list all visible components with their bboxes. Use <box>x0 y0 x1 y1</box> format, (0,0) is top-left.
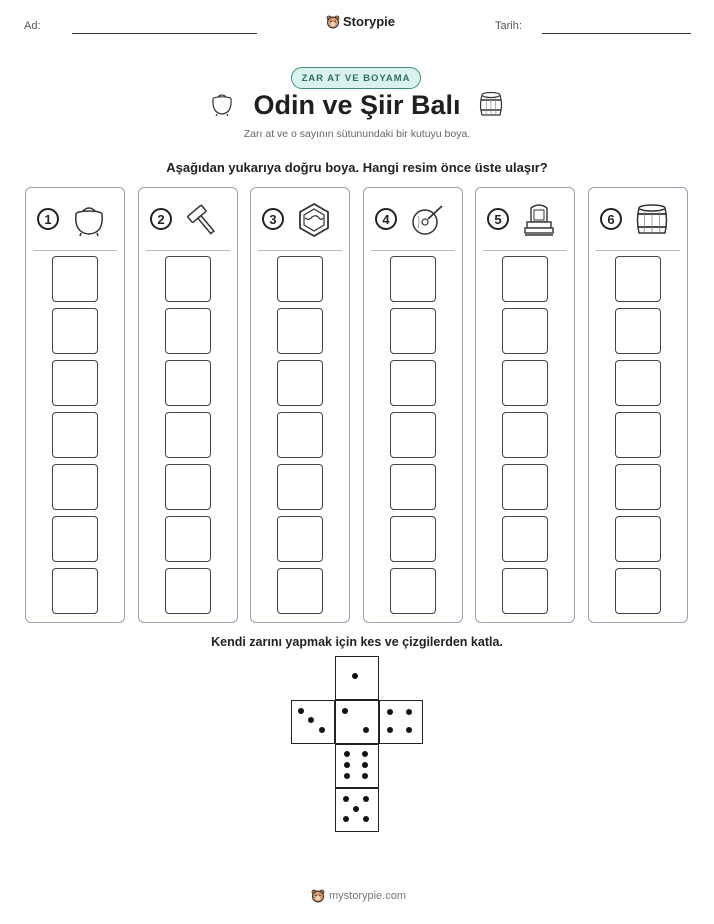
color-box[interactable] <box>277 516 323 562</box>
die-pip <box>344 773 350 779</box>
bear-icon <box>311 889 325 903</box>
color-box[interactable] <box>390 516 436 562</box>
name-write-line[interactable] <box>72 33 257 34</box>
column-number: 3 <box>262 208 284 230</box>
color-box[interactable] <box>502 360 548 406</box>
activity-badge: ZAR AT VE BOYAMA <box>291 67 421 89</box>
column-3 <box>250 187 350 623</box>
color-box[interactable] <box>390 360 436 406</box>
honey-hexagon-icon <box>297 202 331 238</box>
color-box[interactable] <box>165 308 211 354</box>
name-label: Ad: <box>24 20 41 32</box>
color-box[interactable] <box>165 412 211 458</box>
color-box[interactable] <box>502 412 548 458</box>
color-box[interactable] <box>165 256 211 302</box>
die-pip <box>362 751 368 757</box>
color-box[interactable] <box>615 256 661 302</box>
die-face-5 <box>335 788 379 832</box>
die-pip <box>363 816 369 822</box>
color-box[interactable] <box>502 308 548 354</box>
date-label: Tarih: <box>495 20 522 32</box>
column-4 <box>363 187 463 623</box>
die-pip <box>344 751 350 757</box>
footer <box>311 889 406 903</box>
color-box[interactable] <box>165 360 211 406</box>
color-box[interactable] <box>615 464 661 510</box>
column-1 <box>25 187 125 623</box>
column-divider <box>33 250 117 251</box>
die-pip <box>387 709 393 715</box>
color-box[interactable] <box>502 568 548 614</box>
column-divider <box>371 250 455 251</box>
throne-icon <box>522 202 556 238</box>
color-box[interactable] <box>615 516 661 562</box>
color-box[interactable] <box>390 464 436 510</box>
die-pip <box>343 816 349 822</box>
color-box[interactable] <box>52 308 98 354</box>
barrel-icon <box>478 91 504 119</box>
column-divider <box>483 250 567 251</box>
die-pip <box>406 709 412 715</box>
column-5 <box>475 187 575 623</box>
color-box[interactable] <box>615 308 661 354</box>
die-pip <box>352 673 358 679</box>
color-box[interactable] <box>502 464 548 510</box>
color-box[interactable] <box>52 568 98 614</box>
color-box[interactable] <box>277 256 323 302</box>
color-box[interactable] <box>277 464 323 510</box>
column-number: 5 <box>487 208 509 230</box>
color-box[interactable] <box>390 256 436 302</box>
color-box[interactable] <box>390 412 436 458</box>
column-number: 2 <box>150 208 172 230</box>
die-pip <box>363 727 369 733</box>
color-box[interactable] <box>52 360 98 406</box>
color-box[interactable] <box>165 464 211 510</box>
die-pip <box>342 708 348 714</box>
color-box[interactable] <box>277 568 323 614</box>
color-box[interactable] <box>277 412 323 458</box>
die-face-4 <box>379 700 423 744</box>
column-2 <box>138 187 238 623</box>
instruction-text: Aşağıdan yukarıya doğru boya. Hangi resim önce üste ulaşır? <box>166 160 548 175</box>
color-box[interactable] <box>615 360 661 406</box>
bear-icon <box>326 15 340 29</box>
color-box[interactable] <box>502 516 548 562</box>
color-box[interactable] <box>165 568 211 614</box>
die-pip <box>387 727 393 733</box>
die-face-2 <box>335 700 379 744</box>
color-box[interactable] <box>165 516 211 562</box>
color-box[interactable] <box>615 412 661 458</box>
column-number: 6 <box>600 208 622 230</box>
color-box[interactable] <box>277 360 323 406</box>
die-face-3 <box>291 700 335 744</box>
brand-logo <box>326 14 395 29</box>
color-box[interactable] <box>52 256 98 302</box>
column-divider <box>258 250 342 251</box>
color-box[interactable] <box>277 308 323 354</box>
subtitle: Zarı at ve o sayının sütunundaki bir kutuyu boya. <box>243 128 471 140</box>
die-face-6 <box>335 744 379 788</box>
color-box[interactable] <box>390 568 436 614</box>
die-pip <box>343 796 349 802</box>
color-box[interactable] <box>52 464 98 510</box>
column-number: 4 <box>375 208 397 230</box>
die-pip <box>362 773 368 779</box>
dice-instruction: Kendi zarını yapmak için kes ve çizgilerden katla. <box>211 635 503 649</box>
die-pip <box>319 727 325 733</box>
column-divider <box>596 250 680 251</box>
die-pip <box>353 806 359 812</box>
die-pip <box>298 708 304 714</box>
die-pip <box>363 796 369 802</box>
die-pip <box>308 717 314 723</box>
date-write-line[interactable] <box>542 33 691 34</box>
spindle-icon <box>410 202 444 238</box>
die-pip <box>362 762 368 768</box>
die-face-1 <box>335 656 379 700</box>
color-box[interactable] <box>52 412 98 458</box>
color-box[interactable] <box>502 256 548 302</box>
color-box[interactable] <box>52 516 98 562</box>
barrel-icon <box>635 202 669 238</box>
page-title: Odin ve Şiir Balı <box>253 90 461 120</box>
cauldron-icon <box>72 202 106 238</box>
color-box[interactable] <box>615 568 661 614</box>
color-box[interactable] <box>390 308 436 354</box>
column-number: 1 <box>37 208 59 230</box>
footer-url[interactable]: mystorypie.com <box>329 890 407 902</box>
column-6 <box>588 187 688 623</box>
die-pip <box>344 762 350 768</box>
die-pip <box>406 727 412 733</box>
brand-name: Storypie <box>343 14 396 29</box>
hammer-icon <box>185 202 219 238</box>
column-divider <box>146 250 230 251</box>
